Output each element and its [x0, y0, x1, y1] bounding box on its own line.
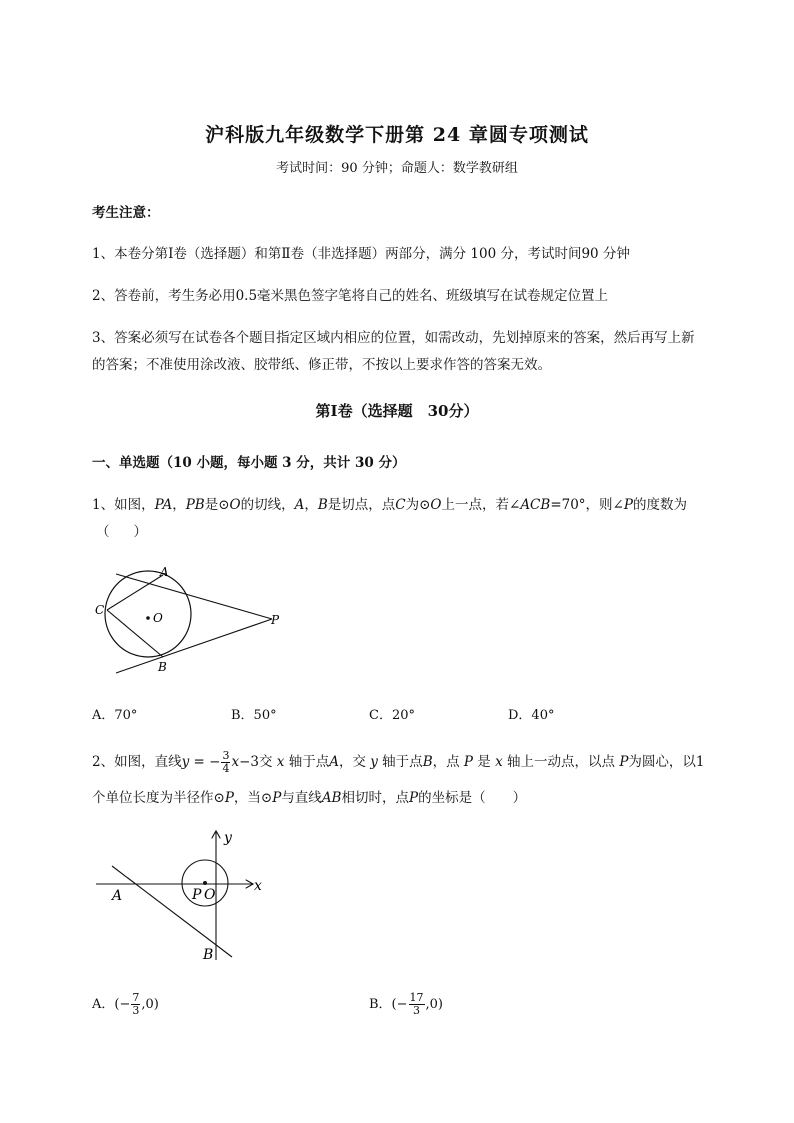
label-x: x	[254, 878, 262, 894]
fraction-three-quarters: $\frac{3}{4}$	[222, 749, 230, 775]
notice-item-1: 1、本卷分第Ⅰ卷（选择题）和第Ⅱ卷（非选择题）两部分，满分 100 分，考试时间90 分钟	[92, 246, 630, 262]
label-o: O	[204, 887, 216, 903]
center-dot	[146, 616, 150, 620]
label-o: O	[153, 611, 163, 625]
q1-answer-blank: （ ）	[96, 524, 147, 540]
q1-option-d[interactable]: D．40°	[508, 708, 555, 723]
line-ab	[112, 866, 232, 957]
tangent-pa	[116, 574, 272, 619]
q2-option-b[interactable]: B．(− $\frac{17}{3}$ ,0)	[369, 991, 444, 1017]
section-title: 第Ⅰ卷（选择题 30分）	[315, 402, 479, 420]
q2-axes-figure	[92, 826, 282, 966]
label-a: A	[160, 565, 169, 579]
q1-option-b[interactable]: B．50°	[231, 708, 277, 723]
q2-option-a[interactable]: A．(− $\frac{7}{3}$ ,0)	[92, 991, 159, 1017]
label-c: C	[95, 603, 105, 617]
chord-ca	[107, 575, 163, 610]
exam-info: 考试时间：90 分钟；命题人：数学教研组	[276, 161, 518, 176]
label-p: P	[271, 613, 280, 627]
label-y: y	[224, 830, 232, 846]
notice-heading: 考生注意：	[92, 205, 160, 221]
q1-circle-tangent-figure	[88, 560, 288, 680]
q2-stem-line2: 个单位长度为半径作⊙P，当⊙P与直线AB相切时，点P的坐标是（ ）	[92, 790, 527, 806]
q1-stem: 1、如图，PA，PB是⊙O的切线，A，B是切点，点C为⊙O上一点，若∠ACB=70°，则∠P的度数为	[92, 497, 687, 513]
label-a: A	[112, 888, 123, 904]
page-title: 沪科版九年级数学下册第 24 章圆专项测试	[205, 124, 589, 146]
q2-stem-line1: 2、如图，直线y = − $\frac{3}{4}$ x−3交 x 轴于点A，交 y 轴于点B，点 P 是 x 轴上一动点，以点 P为圆心，以1	[92, 749, 705, 775]
tangent-pb	[116, 619, 272, 673]
notice-item-2: 2、答卷前，考生务必用0.5毫米黑色签字笔将自己的姓名、班级填写在试卷规定位置上	[92, 288, 609, 304]
q1-option-a[interactable]: A．70°	[92, 708, 138, 723]
part-heading: 一、单选题（10 小题，每小题 3 分，共计 30 分）	[92, 455, 406, 471]
label-b: B	[203, 947, 214, 963]
label-b: B	[158, 660, 167, 674]
notice-item-3-cont: 的答案；不准使用涂改液、胶带纸、修正带，不按以上要求作答的答案无效。	[92, 357, 551, 373]
point-p-dot	[203, 881, 207, 885]
q1-option-c[interactable]: C．20°	[369, 708, 415, 723]
label-p: P	[192, 887, 202, 903]
notice-item-3: 3、答案必须写在试卷各个题目指定区域内相应的位置，如需改动，先划掉原来的答案，然后再写上新	[92, 330, 695, 346]
